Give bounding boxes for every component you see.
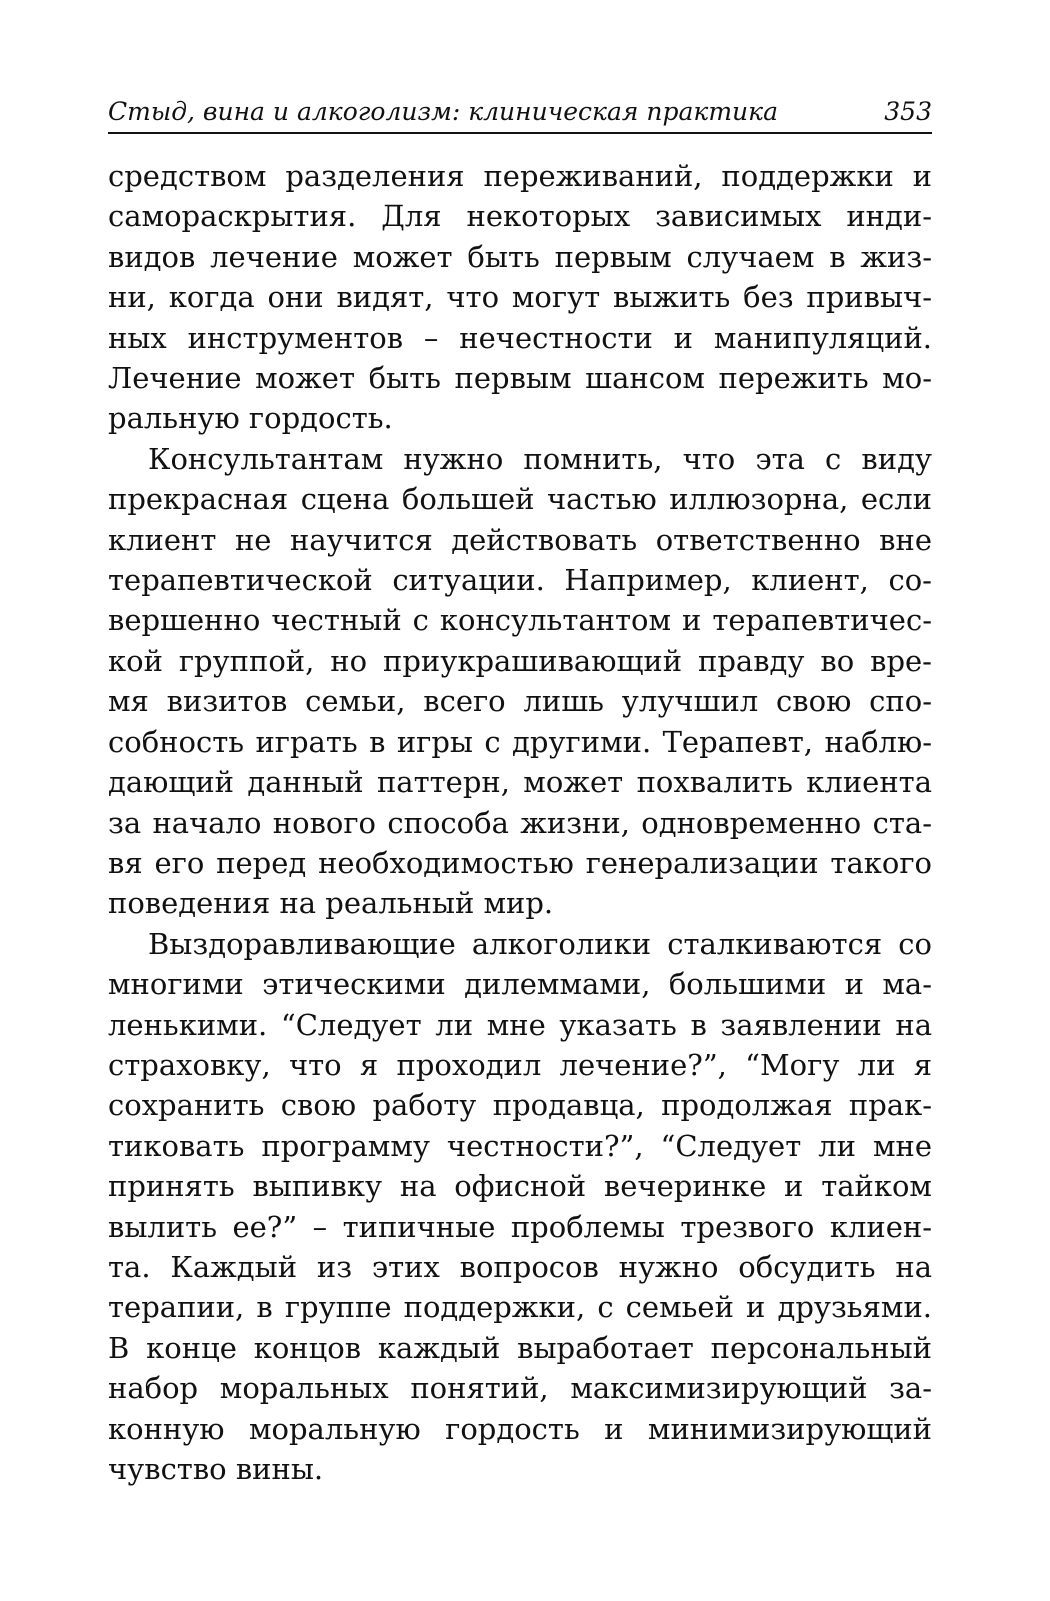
text-line: сохранить свою работу продавца, продолжая прак-	[108, 1088, 932, 1123]
text-line: поведения на реальный мир.	[108, 886, 554, 921]
text-line: ных инструментов – нечестности и манипуляций.	[108, 320, 932, 355]
text-line: терапии, в группе поддержки, с семьей и друзьями.	[108, 1290, 932, 1325]
text-line: собность играть в игры с другими. Терапевт, наблю-	[108, 724, 932, 759]
text-line: страховку, что я проходил лечение?”, “Могу ли я	[108, 1047, 932, 1082]
paragraph-1	[108, 156, 932, 439]
text-line: терапевтической ситуации. Например, клиент, со-	[108, 563, 932, 598]
text-line: конную моральную гордость и минимизирующий	[108, 1411, 932, 1446]
text-line: принять выпивку на офисной вечеринке и тайком	[108, 1169, 932, 1204]
text-line: ни, когда они видят, что могут выжить без привыч-	[108, 280, 932, 315]
paragraph-3	[108, 924, 932, 1490]
text-line: ральную гордость.	[108, 401, 393, 436]
page-number: 353	[884, 97, 932, 126]
text-line: клиент не научится действовать ответственно вне	[108, 522, 932, 557]
text-line: многими этическими дилеммами, большими и ма-	[108, 967, 932, 1002]
text-line: Выздоравливающие алкоголики сталкиваются со	[148, 926, 932, 961]
text-line: за начало нового способа жизни, одновременно ста-	[108, 805, 932, 840]
text-line: Лечение может быть первым шансом пережить мо-	[108, 361, 932, 396]
text-line: кой группой, но приукрашивающий правду во вре-	[108, 643, 932, 678]
text-line: В конце концов каждый выработает персональный	[108, 1330, 932, 1365]
text-line: видов лечение может быть первым случаем в жиз-	[108, 239, 932, 274]
text-line: тиковать программу честности?”, “Следует ли мне	[108, 1128, 932, 1163]
text-line: Консультантам нужно помнить, что эта с виду	[148, 441, 932, 476]
body-text	[108, 156, 932, 1489]
text-line: мя визитов семьи, всего лишь улучшил свою спо-	[108, 684, 932, 719]
running-title: Стыд, вина и алкоголизм: клиническая практика	[108, 97, 778, 126]
text-line: вя его перед необходимостью генерализации такого	[108, 845, 932, 880]
text-line: дающий данный паттерн, может похвалить клиента	[108, 765, 932, 800]
paragraph-2	[108, 439, 932, 924]
running-header	[108, 92, 932, 134]
text-line: средством разделения переживаний, поддержки и	[108, 159, 932, 193]
text-line: вершенно честный с консультантом и терапевтичес-	[108, 603, 932, 638]
text-line: вылить ее?” – типичные проблемы трезвого клиен-	[108, 1209, 932, 1244]
text-line: ленькими. “Следует ли мне указать в заявлении на	[108, 1007, 932, 1042]
text-line: та. Каждый из этих вопросов нужно обсудить на	[108, 1249, 932, 1284]
text-line: самораскрытия. Для некоторых зависимых инди-	[108, 199, 932, 234]
text-line: чувство вины.	[108, 1452, 324, 1486]
text-line: набор моральных понятий, максимизирующий за-	[108, 1371, 932, 1406]
text-line: прекрасная сцена большей частью иллюзорна, если	[108, 482, 932, 517]
